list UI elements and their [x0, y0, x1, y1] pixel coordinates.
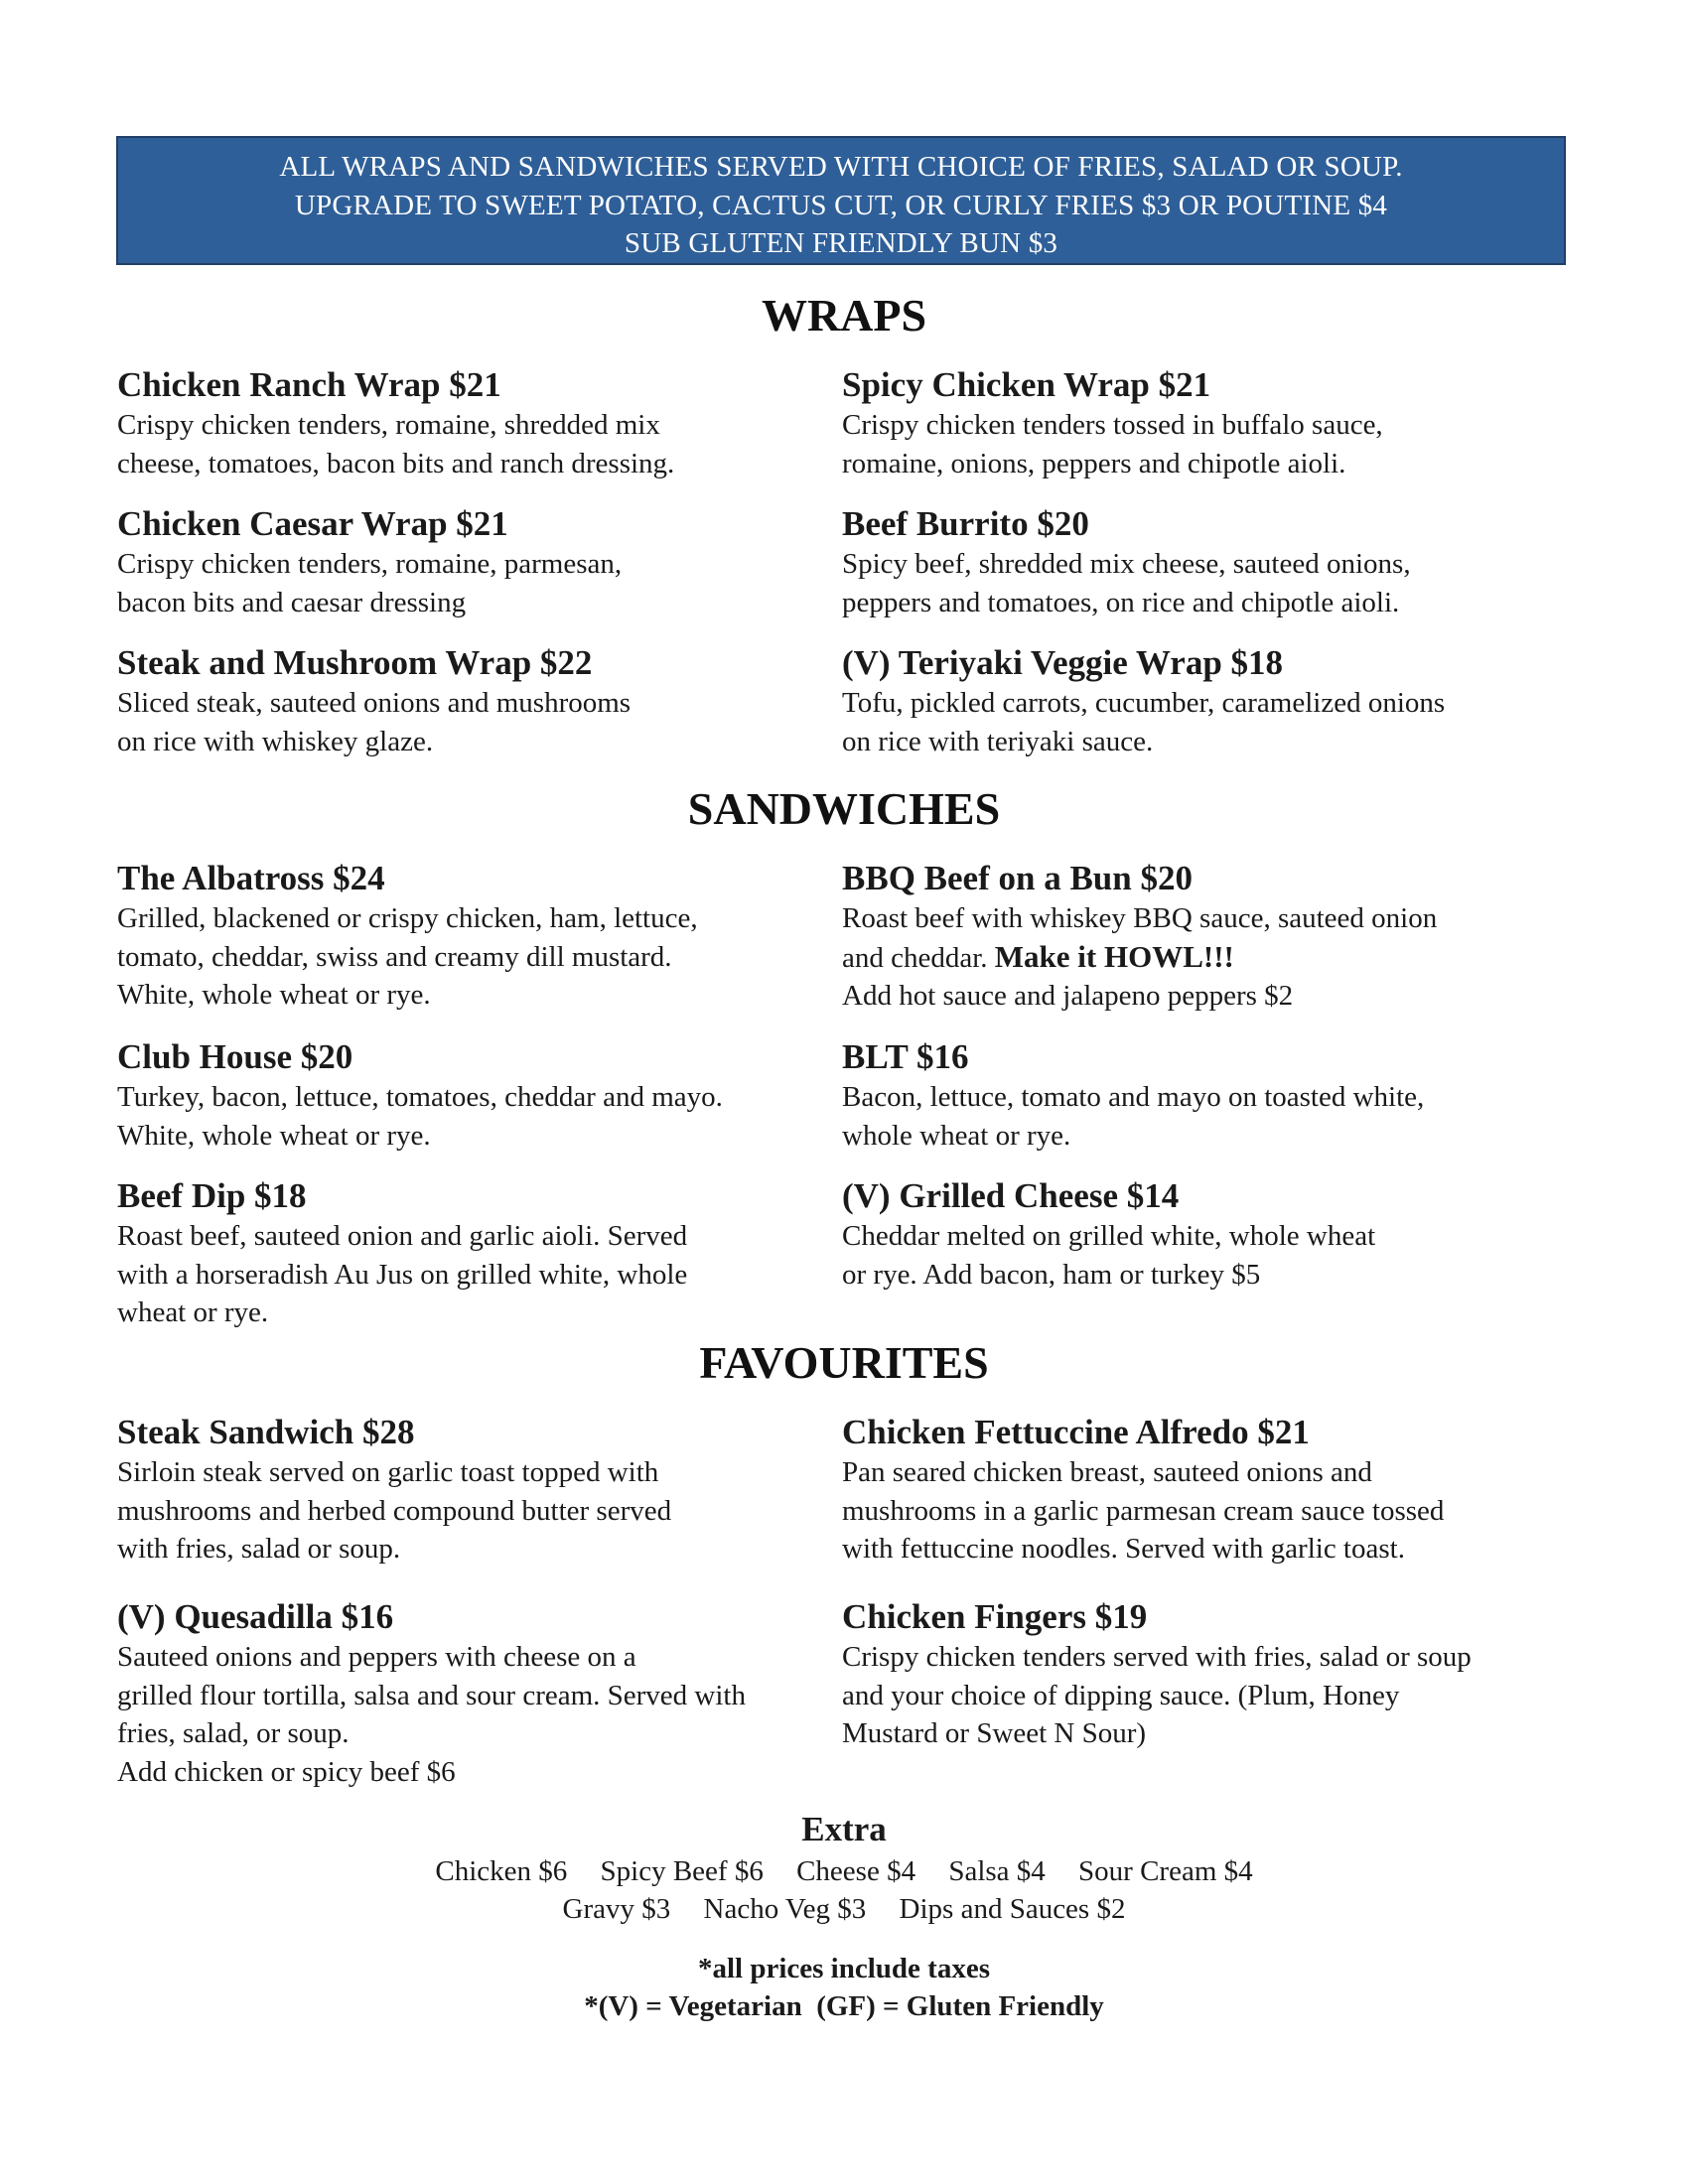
info-banner: [116, 136, 1566, 265]
legend-note: *(V) = Vegetarian (GF) = Gluten Friendly: [584, 1990, 1104, 2022]
item-description: [842, 899, 1577, 1016]
extra-item: Cheese $4: [796, 1855, 916, 1887]
item-description: Roast beef, sauteed onion and garlic aioli. Served with a horseradish Au Jus on grilled white, whole wheat or rye.: [117, 1220, 688, 1328]
item-title: Chicken Ranch Wrap $21: [117, 365, 501, 404]
menu-item: [117, 503, 852, 621]
item-title: Chicken Fingers $19: [842, 1597, 1148, 1636]
wraps-heading: WRAPS: [761, 290, 927, 341]
item-description: Bacon, lettuce, tomato and mayo on toasted white, whole wheat or rye.: [842, 1081, 1425, 1152]
menu-item: [117, 858, 852, 1015]
item-description: Sliced steak, sauteed onions and mushrooms on rice with whiskey glaze.: [117, 687, 632, 757]
menu-item: [117, 1412, 852, 1569]
menu-item: [842, 1596, 1577, 1753]
item-description-part: Add hot sauce and jalapeno peppers $2: [842, 980, 1294, 1012]
item-title: BBQ Beef on a Bun $20: [842, 859, 1193, 897]
banner-line-1: ALL WRAPS AND SANDWICHES SERVED WITH CHOICE OF FRIES, SALAD OR SOUP.: [279, 151, 1403, 183]
extra-heading: Extra: [801, 1810, 887, 1848]
extra-item: Sour Cream $4: [1078, 1855, 1253, 1887]
item-title: BLT $16: [842, 1037, 969, 1076]
menu-item: [117, 1596, 852, 1791]
sandwiches-heading: SANDWICHES: [687, 783, 1001, 834]
item-description: Tofu, pickled carrots, cucumber, caramelized onions on rice with teriyaki sauce.: [842, 687, 1446, 757]
item-title: Beef Burrito $20: [842, 504, 1089, 543]
item-description: Pan seared chicken breast, sauteed onions and mushrooms in a garlic parmesan cream sauce tossed with fettuccine noodles. Served with garlic toast.: [842, 1456, 1445, 1565]
item-title: (V) Quesadilla $16: [117, 1597, 394, 1636]
extra-item: Nacho Veg $3: [703, 1893, 867, 1925]
item-title: Spicy Chicken Wrap $21: [842, 365, 1211, 404]
item-title: Club House $20: [117, 1037, 353, 1076]
item-description: Crispy chicken tenders tossed in buffalo sauce, romaine, onions, peppers and chipotle aioli.: [842, 409, 1383, 479]
item-title: Chicken Caesar Wrap $21: [117, 504, 508, 543]
item-title: (V) Grilled Cheese $14: [842, 1176, 1180, 1215]
extra-item: Spicy Beef $6: [600, 1855, 764, 1887]
item-description: Crispy chicken tenders served with fries, salad or soup and your choice of dipping sauce. (Plum, Honey Mustard or Sweet N Sour): [842, 1641, 1472, 1749]
item-description: Cheddar melted on grilled white, whole wheat or rye. Add bacon, ham or turkey $5: [842, 1220, 1376, 1291]
extra-item: Dips and Sauces $2: [899, 1893, 1126, 1925]
menu-item: [842, 1175, 1577, 1294]
item-title: Steak and Mushroom Wrap $22: [117, 643, 593, 682]
banner-line-2: UPGRADE TO SWEET POTATO, CACTUS CUT, OR CURLY FRIES $3 OR POUTINE $4: [294, 189, 1388, 221]
item-title: Chicken Fettuccine Alfredo $21: [842, 1413, 1310, 1451]
item-description: Sauteed onions and peppers with cheese on a grilled flour tortilla, salsa and sour cream. Served with fries, salad, or soup. Add chicken or spicy beef $6: [117, 1641, 746, 1788]
item-title: The Albatross $24: [117, 859, 385, 897]
item-title: Steak Sandwich $28: [117, 1413, 415, 1451]
menu-item: [117, 1036, 852, 1155]
item-description: Grilled, blackened or crispy chicken, ham, lettuce, tomato, cheddar, swiss and creamy dill mustard. White, whole wheat or rye.: [117, 902, 698, 1011]
item-description: Spicy beef, shredded mix cheese, sauteed onions, peppers and tomatoes, on rice and chipotle aioli.: [842, 548, 1411, 618]
banner-line-3: SUB GLUTEN FRIENDLY BUN $3: [624, 227, 1058, 259]
menu-item: [842, 642, 1577, 760]
menu-item: [842, 1036, 1577, 1155]
extra-item: Gravy $3: [562, 1893, 671, 1925]
item-title: (V) Teriyaki Veggie Wrap $18: [842, 643, 1284, 682]
menu-item: [842, 503, 1577, 621]
taxes-note: *all prices include taxes: [697, 1953, 990, 1984]
item-description: Turkey, bacon, lettuce, tomatoes, cheddar and mayo. White, whole wheat or rye.: [117, 1081, 723, 1152]
item-description: Sirloin steak served on garlic toast topped with mushrooms and herbed compound butter served with fries, salad or soup.: [117, 1456, 672, 1565]
menu-item: [117, 1175, 852, 1332]
extra-row-2: [0, 1890, 1688, 1928]
menu-item: [117, 642, 852, 760]
menu-item: [842, 858, 1577, 1016]
menu-item: [842, 1412, 1577, 1569]
extra-item: Salsa $4: [948, 1855, 1046, 1887]
make-it-howl-callout: Make it HOWL!!!: [994, 938, 1234, 974]
favourites-heading: FAVOURITES: [699, 1337, 989, 1388]
extra-row-1: [0, 1852, 1688, 1890]
item-description: Crispy chicken tenders, romaine, parmesan, bacon bits and caesar dressing: [117, 548, 623, 618]
menu-item: [117, 364, 852, 482]
menu-item: [842, 364, 1577, 482]
item-title: Beef Dip $18: [117, 1176, 307, 1215]
extra-item: Chicken $6: [435, 1855, 568, 1887]
item-description-part: Roast beef with whiskey BBQ sauce, sauteed onion and cheddar.: [842, 902, 1438, 974]
item-description: Crispy chicken tenders, romaine, shredded mix cheese, tomatoes, bacon bits and ranch dressing.: [117, 409, 675, 479]
